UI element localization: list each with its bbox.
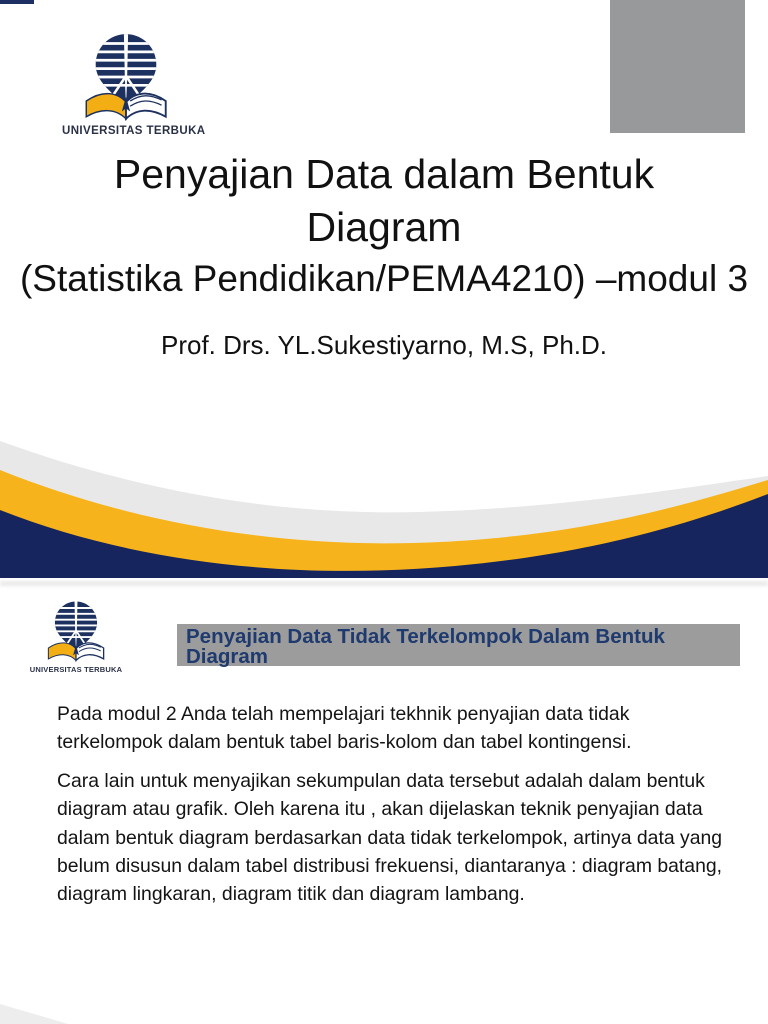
logo-wordmark: UNIVERSITAS TERBUKA	[29, 665, 123, 674]
wave-decoration	[0, 430, 768, 578]
slide2-header-bar: Penyajian Data Tidak Terkelompok Dalam Bentuk Diagram	[177, 624, 740, 666]
slide-separator	[0, 581, 768, 586]
corner-wave-decoration	[0, 1002, 70, 1024]
university-logo-small	[28, 600, 124, 674]
title-line-2: Diagram	[306, 204, 462, 250]
corner-mark	[0, 0, 34, 4]
image-placeholder-box	[610, 0, 745, 133]
university-logo-large	[62, 32, 206, 137]
title-line-1: Penyajian Data dalam Bentuk	[113, 151, 655, 197]
slide1-title	[0, 148, 768, 304]
universitas-terbuka-logo-icon	[39, 600, 113, 664]
author-line: Prof. Drs. YL.Sukestiyarno, M.S, Ph.D.	[160, 330, 607, 360]
title-line-3: (Statistika Pendidikan/PEMA4210) –modul 3	[19, 258, 749, 299]
slide-2	[0, 590, 768, 1024]
universitas-terbuka-logo-icon	[73, 32, 179, 124]
paragraph-1: Pada modul 2 Anda telah mempelajari tekhnik penyajian data tidak terkelompok dalam bentuk tabel baris-kolom dan tabel kontingensi.	[57, 703, 632, 754]
logo-wordmark: UNIVERSITAS TERBUKA	[62, 125, 206, 137]
slide2-body	[57, 700, 729, 919]
paragraph-2: Cara lain untuk menyajikan sekumpulan data tersebut adalah dalam bentuk diagram atau grafik. Oleh karena itu , akan dijelaskan teknik penyajian data dalam bentuk diagram berdasarkan data tidak terkelompok, artinya data yang belum disusun dalam tabel distribusi frekuensi, diantaranya : diagram batang, diagram lingkaran, diagram titik dan diagram lambang.	[57, 769, 723, 906]
